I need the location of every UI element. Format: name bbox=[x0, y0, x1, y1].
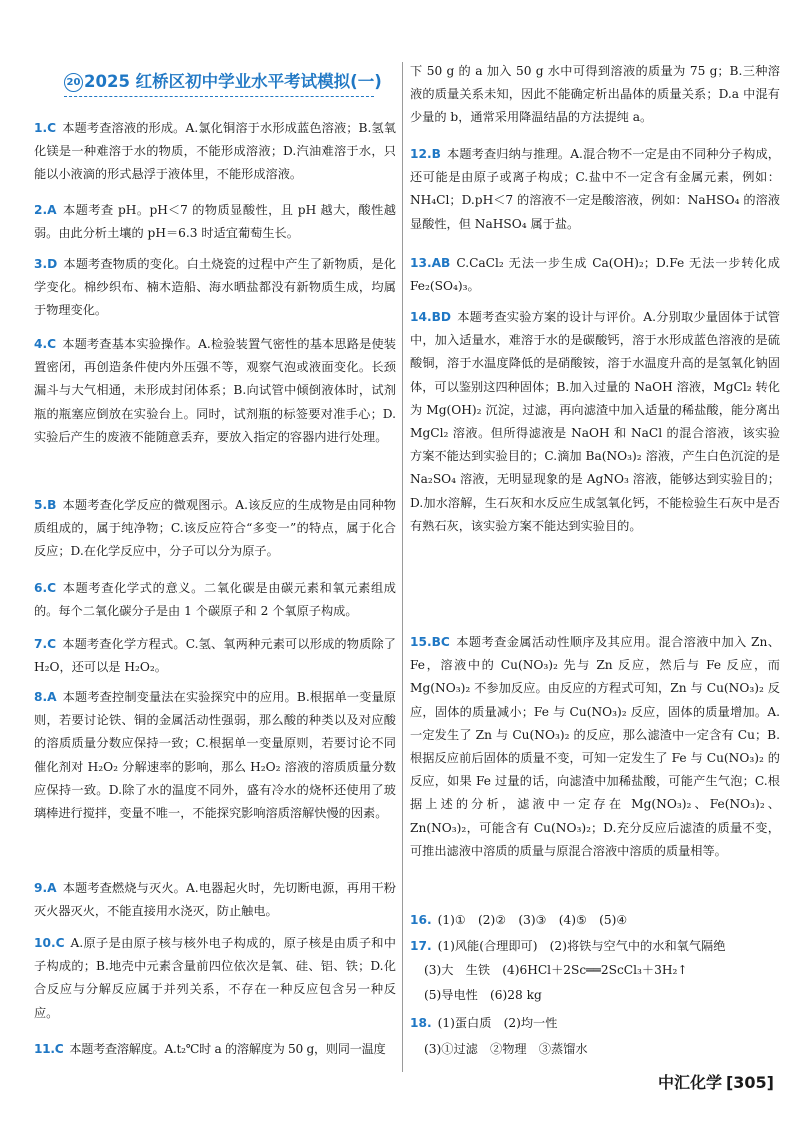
answer-explanation: (1)风能(合理即可) (2)将铁与空气中的水和氧气隔绝 bbox=[437, 939, 726, 953]
answer-item bbox=[410, 143, 780, 239]
answer-explanation: 本题考查化学方程式。C.氢、氧两种元素可以形成的物质除了 H₂O，还可以是 H₂O₂。 bbox=[34, 637, 396, 675]
answer-explanation: A.原子是由原子核与核外电子构成的，原子核是由质子和中子构成的；B.地壳中元素含量前四位依次是氧、硅、铝、铁；D.化合反应与分解反应属于并列关系，不存在一种反应包含另一种反应。 bbox=[34, 936, 396, 1020]
column-divider bbox=[402, 62, 403, 1072]
answer-explanation: 本题考查控制变量法在实验探究中的应用。B.根据单一变量原则，若要讨论铁、铜的金属活动性强弱，那么酸的种类以及对应酸的溶质质量分数应保持一致；C.根据单一变量原则，若要讨论不同催化剂对 H₂O₂ 分解速率的影响，那么 H₂O₂ 溶液的溶质质量分数应保持一致。D.除了水的温度不同外，盛有冷水的烧杯还使用了玻璃棒进行搅拌，变量不唯一，不能探究影响溶质溶解快慢的因素。 bbox=[34, 690, 396, 821]
answer-explanation: 本题考查化学反应的微观图示。A.该反应的生成物是由同种物质组成的，属于纯净物；C.该反应符合“多变一”的特点，属于化合反应；D.在化学反应中，分子可以分为原子。 bbox=[34, 498, 396, 559]
answer-key: 6.C bbox=[34, 581, 57, 595]
answer-key: 5.B bbox=[34, 498, 57, 512]
answer-explanation: (5)导电性 (6)28 kg bbox=[424, 988, 542, 1002]
answer-item bbox=[34, 199, 396, 247]
answer-explanation: 本题考查溶液的形成。A.氯化铜溶于水形成蓝色溶液；B.氢氧化镁是一种难溶于水的物质，不能形成溶液；D.汽油难溶于水，只能以小液滴的形式悬浮于液体里，不能形成溶液。 bbox=[34, 121, 396, 182]
answer-item bbox=[410, 631, 780, 907]
answer-explanation: C.CaCl₂ 无法一步生成 Ca(OH)₂；D.Fe 无法一步转化成 Fe₂(SO₄)₃。 bbox=[410, 256, 780, 294]
answer-item bbox=[34, 494, 396, 566]
section-title bbox=[64, 68, 382, 92]
answer-item bbox=[34, 333, 396, 495]
answer-item bbox=[34, 877, 396, 925]
answer-explanation: 本题考查化学式的意义。二氧化碳是由碳元素和氧元素组成的。每个二氧化碳分子是由 1 个碳原子和 2 个氧原子构成。 bbox=[34, 581, 396, 619]
footer-label: 中汇化学 bbox=[657, 1073, 722, 1092]
answer-item bbox=[34, 253, 396, 325]
title-text: 2025 红桥区初中学业水平考试模拟(一) bbox=[84, 72, 382, 91]
answer-key: 16. bbox=[410, 913, 432, 927]
answer-key: 10.C bbox=[34, 936, 65, 950]
answer-item bbox=[34, 633, 396, 681]
answer-key: 3.D bbox=[34, 257, 58, 271]
answer-key: 2.A bbox=[34, 203, 57, 217]
answer-explanation: 本题考查基本实验操作。A.检验装置气密性的基本思路是使装置密闭，再创造条件使内外压强不等，观察气泡或液面变化。长颈漏斗与大气相通，未形成封闭体系；B.向试管中倾倒液体时，试剂瓶的瓶塞应倒放在实验台上。同时，试剂瓶的标签要对准手心；D.实验后产生的废液不能随意丢弃，要放入指定的容器内进行处理。 bbox=[34, 337, 396, 444]
answer-item bbox=[34, 932, 396, 1028]
title-number: 20 bbox=[64, 73, 83, 92]
answer-item bbox=[410, 1012, 557, 1036]
answer-key: 4.C bbox=[34, 337, 57, 351]
answer-item bbox=[424, 984, 542, 1008]
answer-item bbox=[410, 935, 725, 959]
answer-key: 9.A bbox=[34, 881, 57, 895]
title-rule bbox=[64, 96, 374, 97]
answer-key: 17. bbox=[410, 939, 432, 953]
answer-explanation: (1)蛋白质 (2)均一性 bbox=[437, 1016, 558, 1030]
answer-key: 12.B bbox=[410, 147, 441, 161]
answer-key: 13.AB bbox=[410, 256, 451, 270]
answer-item bbox=[410, 252, 780, 300]
answer-item bbox=[34, 117, 396, 189]
answer-key: 7.C bbox=[34, 637, 57, 651]
answer-explanation: 本题考查物质的变化。白土烧瓷的过程中产生了新物质，是化学变化。棉纱织布、楠木造船、海水晒盐都没有新物质生成，均属于物理变化。 bbox=[34, 257, 396, 318]
page-footer bbox=[658, 1070, 774, 1093]
answer-item bbox=[410, 60, 780, 132]
answer-key: 1.C bbox=[34, 121, 57, 135]
answer-item bbox=[410, 306, 780, 622]
answer-key: 18. bbox=[410, 1016, 432, 1030]
answer-item bbox=[34, 577, 396, 625]
answer-explanation: 本题考查归纳与推理。A.混合物不一定是由不同种分子构成，还可能是由原子或离子构成；C.盐中不一定含有金属元素，例如：NH₄Cl；D.pH＜7 的溶液不一定是酸溶液，例如：NaHSO₄ 的溶液显酸性，但 NaHSO₄ 属于盐。 bbox=[410, 147, 780, 231]
answer-explanation: (3)①过滤 ②物理 ③蒸馏水 bbox=[424, 1042, 588, 1056]
answer-key: 15.BC bbox=[410, 635, 450, 649]
page-number: [305] bbox=[725, 1073, 774, 1092]
answer-item bbox=[424, 959, 688, 983]
answer-explanation: 本题考查实验方案的设计与评价。A.分别取少量固体于试管中，加入适量水，难溶于水的是碳酸钙，溶于水形成蓝色溶液的是硫酸铜，溶于水温度降低的是硝酸铵，溶于水温度升高的是氢氧化钠固体，可以鉴别这四种固体；B.加入过量的 NaOH 溶液，MgCl₂ 转化为 Mg(OH)₂ 沉淀，过滤，再向滤渣中加入适量的稀盐酸，能分离出 MgCl₂ 溶液。但所得滤液是 NaOH 和 NaCl 的混合溶液，该实验方案不能达到实验目的；C.滴加 Ba(NO₃)₂ 溶液，产生白色沉淀的是 Na₂SO₄ 溶液，无明显现象的是 AgNO₃ 溶液，能够达到实验目的；D.加水溶解，生石灰和水反应生成氢氧化钙，不能检验生石灰中是否有熟石灰，该实验方案不能达到实验目的。 bbox=[410, 310, 780, 533]
answer-item bbox=[34, 686, 396, 876]
answer-item bbox=[424, 1038, 588, 1062]
answer-explanation: 下 50 g 的 a 加入 50 g 水中可得到溶液的质量为 75 g；B.三种溶液的质量关系未知，因此不能确定析出晶体的质量关系；D.a 中混有少量的 b，通常采用降温结晶的方法提纯 a。 bbox=[410, 64, 780, 125]
answer-item bbox=[410, 909, 627, 933]
answer-explanation: 本题考查金属活动性顺序及其应用。混合溶液中加入 Zn、Fe，溶液中的 Cu(NO₃)₂ 先与 Zn 反应，然后与 Fe 反应，而 Mg(NO₃)₂ 不参加反应。由反应的方程式可知，Zn 与 Cu(NO₃)₂ 反应，固体的质量减小；Fe 与 Cu(NO₃)₂ 反应，固体的质量增加。A.一定发生了 Zn 与 Cu(NO₃)₂ 的反应，那么滤渣中一定含有 Cu；B.根据反应前后固体的质量不变，可知一定发生了 Fe 与 Cu(NO₃)₂ 的反应，如果 Fe 过量的话，向滤渣中加稀盐酸，可能产生气泡；C.根据上述的分析，滤液中一定存在 Mg(NO₃)₂、Fe(NO₃)₂、Zn(NO₃)₂，可能含有 Cu(NO₃)₂；D.充分反应后滤渣的质量不变，可推出滤液中溶质的质量与原混合溶液中溶质的质量相等。 bbox=[410, 635, 780, 858]
answer-explanation: 本题考查 pH。pH＜7 的物质显酸性，且 pH 越大，酸性越弱。由此分析土壤的 pH＝6.3 时适宜葡萄生长。 bbox=[34, 203, 396, 241]
answer-key: 14.BD bbox=[410, 310, 451, 324]
answer-explanation: (1)① (2)② (3)③ (4)⑤ (5)④ bbox=[437, 913, 628, 927]
answer-explanation: 本题考查燃烧与灭火。A.电器起火时，先切断电源，再用干粉灭火器灭火，不能直接用水浇灭，防止触电。 bbox=[34, 881, 396, 919]
answer-key: 11.C bbox=[34, 1042, 64, 1056]
answer-explanation: 本题考查溶解度。A.t₂℃时 a 的溶解度为 50 g，则同一温度 bbox=[69, 1042, 386, 1056]
answer-item bbox=[34, 1038, 385, 1062]
answer-key: 8.A bbox=[34, 690, 57, 704]
answer-explanation: (3)大 生铁 (4)6HCl＋2Sc══2ScCl₃＋3H₂↑ bbox=[424, 963, 688, 977]
